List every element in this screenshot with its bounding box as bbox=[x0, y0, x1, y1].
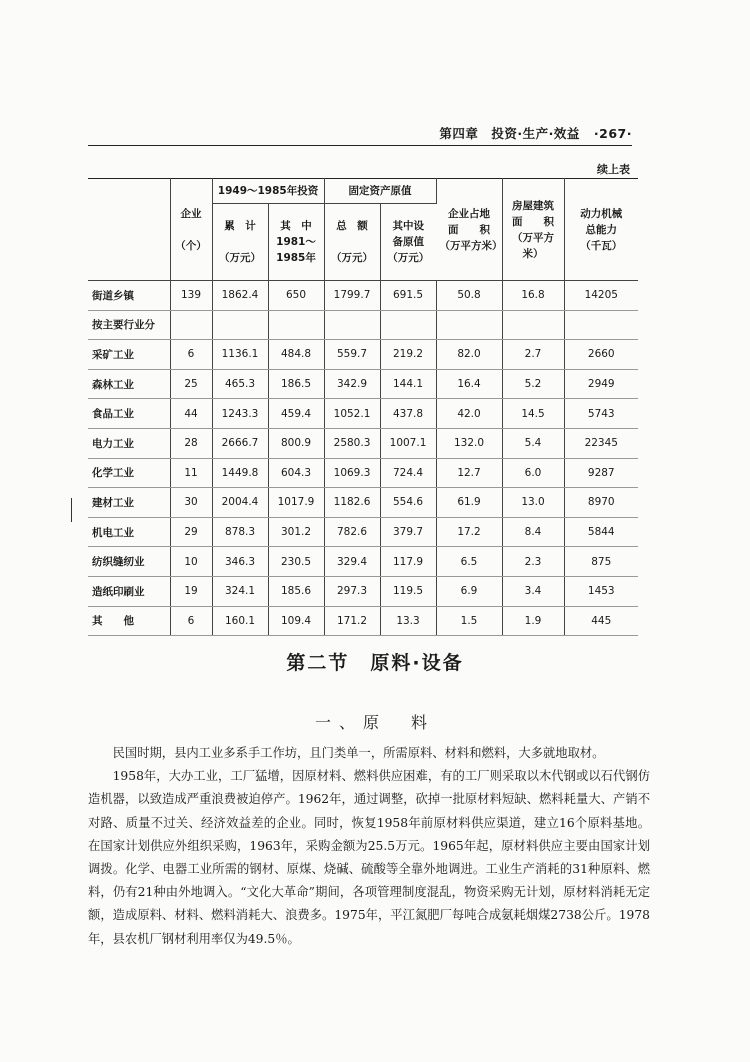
cell-power: 2949 bbox=[564, 369, 638, 399]
cell-total: 1052.1 bbox=[324, 399, 380, 429]
cell-land: 1.5 bbox=[436, 606, 502, 636]
cell-recent: 800.9 bbox=[268, 428, 324, 458]
cell-cumulative: 878.3 bbox=[212, 517, 268, 547]
cell-recent: 459.4 bbox=[268, 399, 324, 429]
cell-equipment: 144.1 bbox=[380, 369, 436, 399]
table-row bbox=[88, 458, 638, 488]
header-power: 动力机械 总能力 （千瓦） bbox=[564, 179, 638, 281]
cell-enterprises: 25 bbox=[170, 369, 212, 399]
body-text bbox=[88, 742, 650, 951]
cell-total: 342.9 bbox=[324, 369, 380, 399]
cell-building bbox=[502, 310, 564, 340]
page-number: ·267· bbox=[593, 126, 632, 141]
row-label: 街道乡镇 bbox=[88, 281, 170, 311]
cell-enterprises: 10 bbox=[170, 547, 212, 577]
cell-recent: 650 bbox=[268, 281, 324, 311]
row-label: 纺织缝纫业 bbox=[88, 547, 170, 577]
cell-enterprises: 139 bbox=[170, 281, 212, 311]
statistics-table bbox=[88, 178, 638, 636]
section-title: 第二节 原料·设备 bbox=[286, 652, 464, 674]
cell-enterprises: 30 bbox=[170, 488, 212, 518]
row-label: 按主要行业分 bbox=[88, 310, 170, 340]
cell-total: 1182.6 bbox=[324, 488, 380, 518]
cell-land: 82.0 bbox=[436, 340, 502, 370]
cell-cumulative: 160.1 bbox=[212, 606, 268, 636]
cell-cumulative: 1243.3 bbox=[212, 399, 268, 429]
header-total: 总 额 （万元） bbox=[324, 204, 380, 281]
cell-building: 5.4 bbox=[502, 428, 564, 458]
cell-cumulative: 465.3 bbox=[212, 369, 268, 399]
cell-enterprises: 6 bbox=[170, 606, 212, 636]
cell-building: 13.0 bbox=[502, 488, 564, 518]
cell-power: 2660 bbox=[564, 340, 638, 370]
cell-land: 42.0 bbox=[436, 399, 502, 429]
cell-equipment: 554.6 bbox=[380, 488, 436, 518]
header-land-area: 企业占地 面 积 （万平方米） bbox=[436, 179, 502, 281]
cell-land bbox=[436, 310, 502, 340]
table-row bbox=[88, 428, 638, 458]
cell-equipment bbox=[380, 310, 436, 340]
table-row bbox=[88, 281, 638, 311]
cell-power: 1453 bbox=[564, 576, 638, 606]
table-row bbox=[88, 399, 638, 429]
cell-equipment: 379.7 bbox=[380, 517, 436, 547]
header-investment-group: 1949～1985年投资 bbox=[212, 179, 324, 204]
cell-land: 16.4 bbox=[436, 369, 502, 399]
cell-recent: 484.8 bbox=[268, 340, 324, 370]
row-label: 建材工业 bbox=[88, 488, 170, 518]
cell-land: 132.0 bbox=[436, 428, 502, 458]
cell-cumulative: 2666.7 bbox=[212, 428, 268, 458]
cell-equipment: 219.2 bbox=[380, 340, 436, 370]
cell-building: 16.8 bbox=[502, 281, 564, 311]
cell-recent: 1017.9 bbox=[268, 488, 324, 518]
cell-total: 1799.7 bbox=[324, 281, 380, 311]
cell-equipment: 1007.1 bbox=[380, 428, 436, 458]
subsection-title: 一、原 料 bbox=[314, 713, 435, 732]
cell-building: 2.7 bbox=[502, 340, 564, 370]
row-label: 机电工业 bbox=[88, 517, 170, 547]
header-of-which: 其 中 1981～ 1985年 bbox=[268, 204, 324, 281]
cell-cumulative: 2004.4 bbox=[212, 488, 268, 518]
cell-power: 9287 bbox=[564, 458, 638, 488]
cell-total: 297.3 bbox=[324, 576, 380, 606]
chapter-title: 第四章 投资·生产·效益 bbox=[439, 126, 580, 141]
cell-equipment: 119.5 bbox=[380, 576, 436, 606]
cell-building: 14.5 bbox=[502, 399, 564, 429]
header-cumulative: 累 计 （万元） bbox=[212, 204, 268, 281]
cell-building: 6.0 bbox=[502, 458, 564, 488]
cell-total: 171.2 bbox=[324, 606, 380, 636]
cell-power bbox=[564, 310, 638, 340]
cell-equipment: 117.9 bbox=[380, 547, 436, 577]
cell-power: 14205 bbox=[564, 281, 638, 311]
paragraph: 1958年，大办工业，工厂猛增，因原材料、燃料供应困难，有的工厂则采取以木代钢或以石代钢仿造机器，以致造成严重浪费被迫停产。1962年，通过调整，砍掉一批原材料短缺、燃料耗量大、产销不对路、质量不过关、经济效益差的企业。同时，恢复1958年前原材料供应渠道，建立16个原料基地。在国家计划供应外组织采购，1963年，采购金额为25.5万元。1965年起，原材料供应主要由国家计划调拨。化学、电器工业所需的钢材、原煤、烧碱、硫酸等全靠外地调进。工业生产消耗的31种原料、燃料，仍有21种由外地调入。“文化大革命”期间，各项管理制度混乱，物资采购无计划，原材料消耗无定额，造成原料、材料、燃料消耗大、浪费多。1975年，平江氮肥厂每吨合成氨耗烟煤2738公斤。1978年，县农机厂钢材利用率仅为49.5％。 bbox=[88, 769, 650, 946]
cell-land: 61.9 bbox=[436, 488, 502, 518]
cell-recent bbox=[268, 310, 324, 340]
table-row bbox=[88, 606, 638, 636]
table-row bbox=[88, 340, 638, 370]
row-label: 采矿工业 bbox=[88, 340, 170, 370]
table-row bbox=[88, 488, 638, 518]
cell-enterprises: 11 bbox=[170, 458, 212, 488]
cell-recent: 186.5 bbox=[268, 369, 324, 399]
row-label: 电力工业 bbox=[88, 428, 170, 458]
cell-building: 3.4 bbox=[502, 576, 564, 606]
cell-enterprises: 44 bbox=[170, 399, 212, 429]
row-label: 食品工业 bbox=[88, 399, 170, 429]
margin-mark bbox=[71, 498, 72, 522]
table-row bbox=[88, 310, 638, 340]
table-row bbox=[88, 576, 638, 606]
cell-recent: 109.4 bbox=[268, 606, 324, 636]
cell-total: 782.6 bbox=[324, 517, 380, 547]
table-row bbox=[88, 517, 638, 547]
table-row bbox=[88, 547, 638, 577]
cell-cumulative: 1449.8 bbox=[212, 458, 268, 488]
cell-enterprises bbox=[170, 310, 212, 340]
cell-enterprises: 6 bbox=[170, 340, 212, 370]
table-body bbox=[88, 281, 638, 636]
cell-equipment: 691.5 bbox=[380, 281, 436, 311]
cell-power: 22345 bbox=[564, 428, 638, 458]
cell-total bbox=[324, 310, 380, 340]
cell-total: 1069.3 bbox=[324, 458, 380, 488]
cell-recent: 604.3 bbox=[268, 458, 324, 488]
cell-equipment: 13.3 bbox=[380, 606, 436, 636]
cell-power: 875 bbox=[564, 547, 638, 577]
cell-cumulative: 324.1 bbox=[212, 576, 268, 606]
cell-equipment: 437.8 bbox=[380, 399, 436, 429]
header-building-area: 房屋建筑 面 积 （万平方米） bbox=[502, 179, 564, 281]
cell-recent: 185.6 bbox=[268, 576, 324, 606]
cell-recent: 230.5 bbox=[268, 547, 324, 577]
cell-equipment: 724.4 bbox=[380, 458, 436, 488]
table-row bbox=[88, 369, 638, 399]
cell-total: 559.7 bbox=[324, 340, 380, 370]
cell-cumulative bbox=[212, 310, 268, 340]
row-label: 森林工业 bbox=[88, 369, 170, 399]
row-label: 化学工业 bbox=[88, 458, 170, 488]
cell-cumulative: 1862.4 bbox=[212, 281, 268, 311]
cell-building: 1.9 bbox=[502, 606, 564, 636]
cell-power: 8970 bbox=[564, 488, 638, 518]
header-category bbox=[88, 179, 170, 281]
cell-land: 6.5 bbox=[436, 547, 502, 577]
cell-land: 50.8 bbox=[436, 281, 502, 311]
cell-land: 12.7 bbox=[436, 458, 502, 488]
cell-cumulative: 346.3 bbox=[212, 547, 268, 577]
row-label: 其 他 bbox=[88, 606, 170, 636]
header-fixed-assets-group: 固定资产原值 bbox=[324, 179, 436, 204]
cell-power: 5844 bbox=[564, 517, 638, 547]
cell-total: 329.4 bbox=[324, 547, 380, 577]
cell-power: 445 bbox=[564, 606, 638, 636]
page-header bbox=[88, 124, 632, 146]
cell-total: 2580.3 bbox=[324, 428, 380, 458]
cell-building: 5.2 bbox=[502, 369, 564, 399]
cell-recent: 301.2 bbox=[268, 517, 324, 547]
cell-enterprises: 19 bbox=[170, 576, 212, 606]
paragraph: 民国时期，县内工业多系手工作坊，且门类单一，所需原料、材料和燃料，大多就地取材。 bbox=[112, 746, 605, 760]
cell-building: 2.3 bbox=[502, 547, 564, 577]
header-enterprises: 企业 （个） bbox=[170, 179, 212, 281]
cell-enterprises: 28 bbox=[170, 428, 212, 458]
header-equipment: 其中设 备原值 （万元） bbox=[380, 204, 436, 281]
cell-land: 17.2 bbox=[436, 517, 502, 547]
row-label: 造纸印刷业 bbox=[88, 576, 170, 606]
cell-enterprises: 29 bbox=[170, 517, 212, 547]
cell-cumulative: 1136.1 bbox=[212, 340, 268, 370]
cell-land: 6.9 bbox=[436, 576, 502, 606]
continued-label: 续上表 bbox=[597, 163, 630, 176]
cell-power: 5743 bbox=[564, 399, 638, 429]
cell-building: 8.4 bbox=[502, 517, 564, 547]
